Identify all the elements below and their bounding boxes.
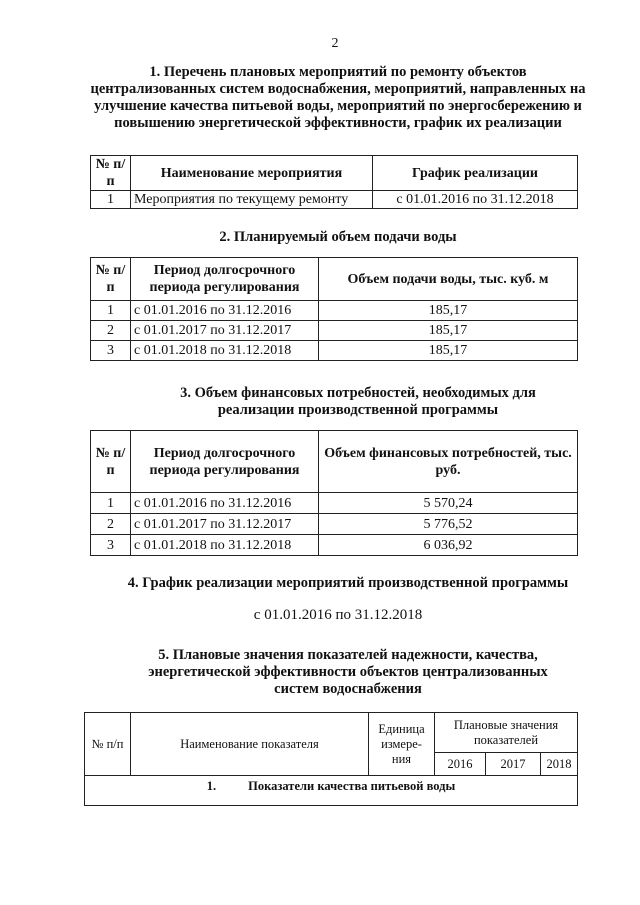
cell: 1 [91, 301, 131, 321]
header-unit: Единица измере-ния [369, 713, 435, 776]
header-year: 2018 [541, 753, 578, 776]
header-volume: Объем подачи воды, тыс. куб. м [319, 258, 578, 301]
header-planned-values: Плановые значения показателей [435, 713, 578, 753]
header-year: 2017 [486, 753, 541, 776]
section-2-title: 2. Планируемый объем подачи воды [219, 229, 457, 245]
table-section-row [85, 776, 578, 806]
header-amount: Объем финансовых потребностей, тыс. руб. [319, 431, 578, 493]
title-line: 5. Плановые значения показателей надежности, качества, [158, 647, 538, 663]
cell: 185,17 [319, 341, 578, 361]
table-row [91, 535, 578, 556]
cell: с 01.01.2016 по 31.12.2018 [373, 191, 578, 209]
section-label: Показатели качества питьевой воды [248, 779, 456, 793]
cell: 3 [91, 341, 131, 361]
cell: 5 776,52 [319, 514, 578, 535]
cell: 2 [91, 321, 131, 341]
table-row [91, 301, 578, 321]
cell: 185,17 [319, 321, 578, 341]
cell: с 01.01.2018 по 31.12.2018 [131, 341, 319, 361]
title-line: улучшение качества питьевой воды, мероприятий по энергосбережению и [94, 98, 582, 114]
title-line: систем водоснабжения [274, 681, 422, 697]
title-line: 1. Перечень плановых мероприятий по ремонту объектов [149, 64, 527, 80]
cell: с 01.01.2016 по 31.12.2016 [131, 493, 319, 514]
title-line: централизованных систем водоснабжения, мероприятий, направленных на [90, 81, 586, 97]
cell: 185,17 [319, 301, 578, 321]
title-line: энергетической эффективности объектов централизованных [148, 664, 548, 680]
header-num: № п/п [91, 431, 131, 493]
cell: 6 036,92 [319, 535, 578, 556]
cell: с 01.01.2017 по 31.12.2017 [131, 321, 319, 341]
title-line: 3. Объем финансовых потребностей, необходимых для [180, 385, 536, 401]
activities-table [90, 155, 578, 209]
financial-needs-table [90, 430, 578, 556]
cell: с 01.01.2017 по 31.12.2017 [131, 514, 319, 535]
cell: 3 [91, 535, 131, 556]
header-name: Наименование показателя [131, 713, 369, 776]
section-number: 1. [206, 779, 217, 793]
header-num: № п/п [91, 258, 131, 301]
page-number: 2 [331, 36, 339, 51]
header-year: 2016 [435, 753, 486, 776]
table-header-row [85, 713, 578, 753]
section-3-title [80, 385, 636, 419]
header-num: № п/п [91, 156, 131, 191]
header-num: № п/п [85, 713, 131, 776]
section-5-title [70, 647, 626, 698]
header-name: Наименование мероприятия [131, 156, 373, 191]
section-4-period: с 01.01.2016 по 31.12.2018 [253, 607, 423, 623]
table-row [91, 493, 578, 514]
table-header-row [91, 258, 578, 301]
indicators-table [84, 712, 578, 806]
cell: с 01.01.2016 по 31.12.2016 [131, 301, 319, 321]
table-row [91, 321, 578, 341]
cell: 1 [91, 191, 131, 209]
table-row [91, 341, 578, 361]
cell: с 01.01.2018 по 31.12.2018 [131, 535, 319, 556]
section-1-title [60, 64, 616, 132]
table-header-row [91, 431, 578, 493]
header-period: Период долгосрочного периода регулирования [131, 258, 319, 301]
table-row [91, 191, 578, 209]
table-row [91, 514, 578, 535]
header-period: Период долгосрочного периода регулирования [131, 431, 319, 493]
title-line: реализации производственной программы [217, 402, 499, 418]
cell: 1 [91, 493, 131, 514]
title-line: повышению энергетической эффективности, график их реализации [114, 115, 562, 131]
cell: 2 [91, 514, 131, 535]
header-schedule: График реализации [373, 156, 578, 191]
table-header-row [91, 156, 578, 191]
cell: 5 570,24 [319, 493, 578, 514]
section-4-title: 4. График реализации мероприятий производственной программы [127, 575, 569, 591]
cell: Мероприятия по текущему ремонту [131, 191, 373, 209]
water-supply-table [90, 257, 578, 361]
